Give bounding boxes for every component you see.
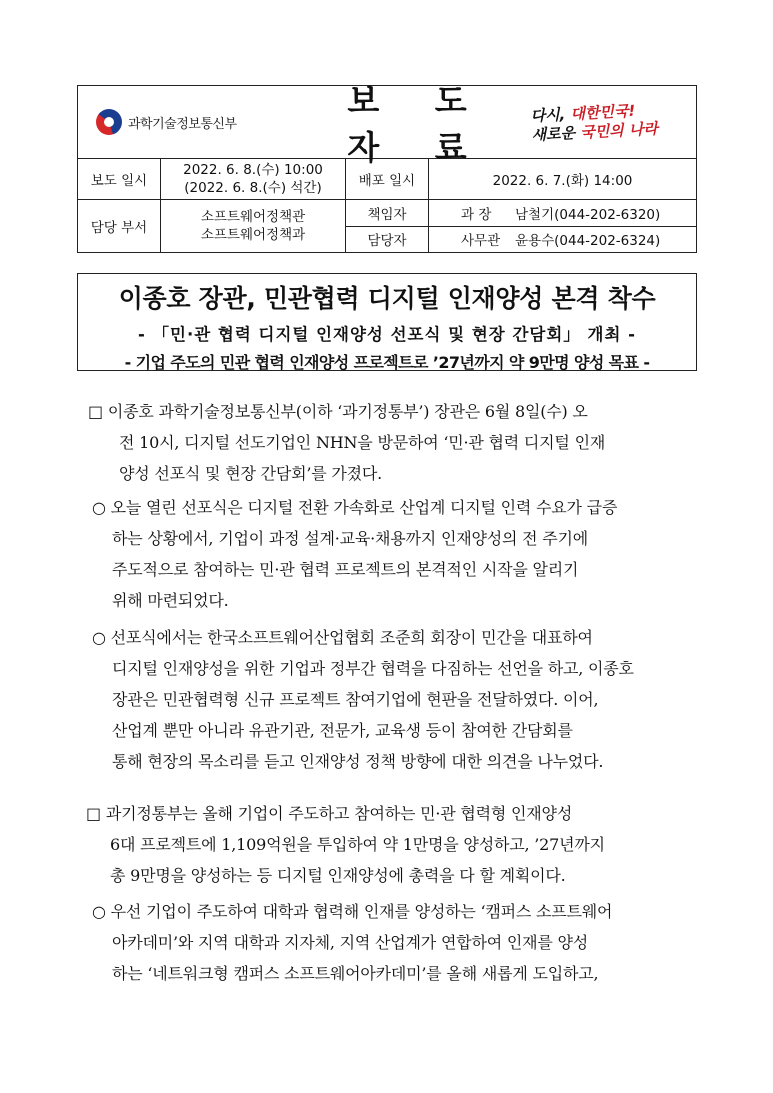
contact-person-row [346,226,696,253]
paragraph-4-line-2: 6대 프로젝트에 1,109억원을 투입하여 약 1만명을 양성하고, ’27년까지 [110,835,605,854]
report-date-value [161,159,346,199]
contact-name: 윤용수(044-202-6324) [515,233,661,250]
date-row [78,159,696,200]
paragraph-1-line-1: 이종호 과학기술정보통신부(이하 ‘과기정통부’) 장관은 6월 8일(수) 오 [107,402,588,421]
report-date-line1: 2022. 6. 8.(수) 10:00 [183,162,323,178]
paragraph-4-line-1: 과기정통부는 올해 기업이 주도하고 참여하는 민·관 협력형 인재양성 [105,804,573,823]
contact-label: 담당자 [346,227,429,253]
paragraph-1-line-3: 양성 선포식 및 현장 간담회’를 가졌다. [119,464,383,483]
headline-title: 이종호 장관, 민관협력 디지털 인재양성 본격 착수 [118,284,656,313]
paragraph-3-line-1: 선포식에서는 한국소프트웨어산업협회 조준희 회장이 민간을 대표하여 [110,628,593,647]
paragraph-4 [86,798,605,891]
department-label: 담당 부서 [78,200,161,252]
slogan-line2-black: 새로운 [531,123,581,145]
paragraph-2 [92,492,617,616]
paragraph-5-line-2: 아카데미’와 지역 대학과 지자체, 지역 산업계가 연합하여 인재를 양성 [112,933,589,952]
slogan-line2-red: 국민의 나라 [579,119,659,142]
contact-row [78,200,696,252]
square-bullet: □ [86,804,101,823]
responsible-name: 남철기(044-202-6320) [515,206,661,223]
responsible-row [346,200,696,226]
release-date-label: 배포 일시 [346,159,429,199]
paragraph-5-line-1: 우선 기업이 주도하여 대학과 협력해 인재를 양성하는 ‘캠퍼스 소프트웨어 [110,902,613,921]
department-value [161,200,346,252]
department-line1: 소프트웨어정책관 [200,209,306,225]
paragraph-4-line-3: 총 9만명을 양성하는 등 디지털 인재양성에 총력을 다 할 계획이다. [110,866,566,885]
report-date-line2: (2022. 6. 8.(수) 석간) [184,180,322,196]
ministry-logo [78,109,301,135]
report-date-label: 보도 일시 [78,159,161,199]
document-type-title: 보 도 자 료 [347,81,489,167]
paragraph-3 [92,622,634,777]
headline-subtitle-1: - 「민·관 협력 디지털 인재양성 선포식 및 현장 간담회」 개최 - [137,325,637,344]
slogan-line1-black: 다시, [530,105,571,126]
header-top-row [78,81,696,167]
press-release-header [77,81,697,253]
paragraph-3-line-4: 산업계 뿐만 아니라 유관기관, 전문가, 교육생 등이 참여한 간담회를 [112,721,573,740]
contact-persons [346,200,696,252]
paragraph-1-line-2: 전 10시, 디지털 선도기업인 NHN을 방문하여 ‘민·관 협력 디지털 인재 [119,433,606,452]
ministry-name: 과학기술정보통신부 [128,116,237,132]
paragraph-2-line-2: 하는 상황에서, 기업이 과정 설계·교육·채용까지 인재양성의 전 주기에 [112,529,589,548]
circle-bullet: ○ [92,628,106,647]
taegeuk-emblem-icon [96,109,122,135]
paragraph-3-line-5: 통해 현장의 목소리를 듣고 인재양성 정책 방향에 대한 의견을 나누었다. [112,752,604,771]
release-date-value: 2022. 6. 7.(화) 14:00 [492,173,633,189]
paragraph-5-line-3: 하는 ‘네트워크형 캠퍼스 소프트웨어아카데미’를 올해 새롭게 도입하고, [112,964,599,983]
paragraph-1 [88,396,605,489]
headline-box [77,273,697,371]
paragraph-3-line-2: 디지털 인재양성을 위한 기업과 정부간 협력을 다짐하는 선언을 하고, 이종호 [112,659,634,678]
government-slogan [524,99,697,146]
circle-bullet: ○ [92,902,106,921]
slogan-line1-red: 대한민국! [569,101,636,124]
department-line2: 소프트웨어정책과 [200,227,306,243]
paragraph-2-line-4: 위해 마련되었다. [112,591,229,610]
circle-bullet: ○ [92,498,106,517]
responsible-position: 과 장 [461,206,492,223]
paragraph-2-line-3: 주도적으로 참여하는 민·관 협력 프로젝트의 본격적인 시작을 알리기 [112,560,579,579]
paragraph-5 [92,896,612,989]
headline-subtitle-2: - 기업 주도의 민관 협력 인재양성 프로젝트로 ’27년까지 약 9만명 양성 목표 - [124,353,650,372]
paragraph-2-line-1: 오늘 열린 선포식은 디지털 전환 가속화로 산업계 디지털 인력 수요가 급증 [110,498,618,517]
contact-position: 사무관 [461,233,501,250]
paragraph-3-line-3: 장관은 민관협력형 신규 프로젝트 참여기업에 현판을 전달하였다. 이어, [112,690,599,709]
square-bullet: □ [88,402,103,421]
responsible-label: 책임자 [346,200,429,226]
